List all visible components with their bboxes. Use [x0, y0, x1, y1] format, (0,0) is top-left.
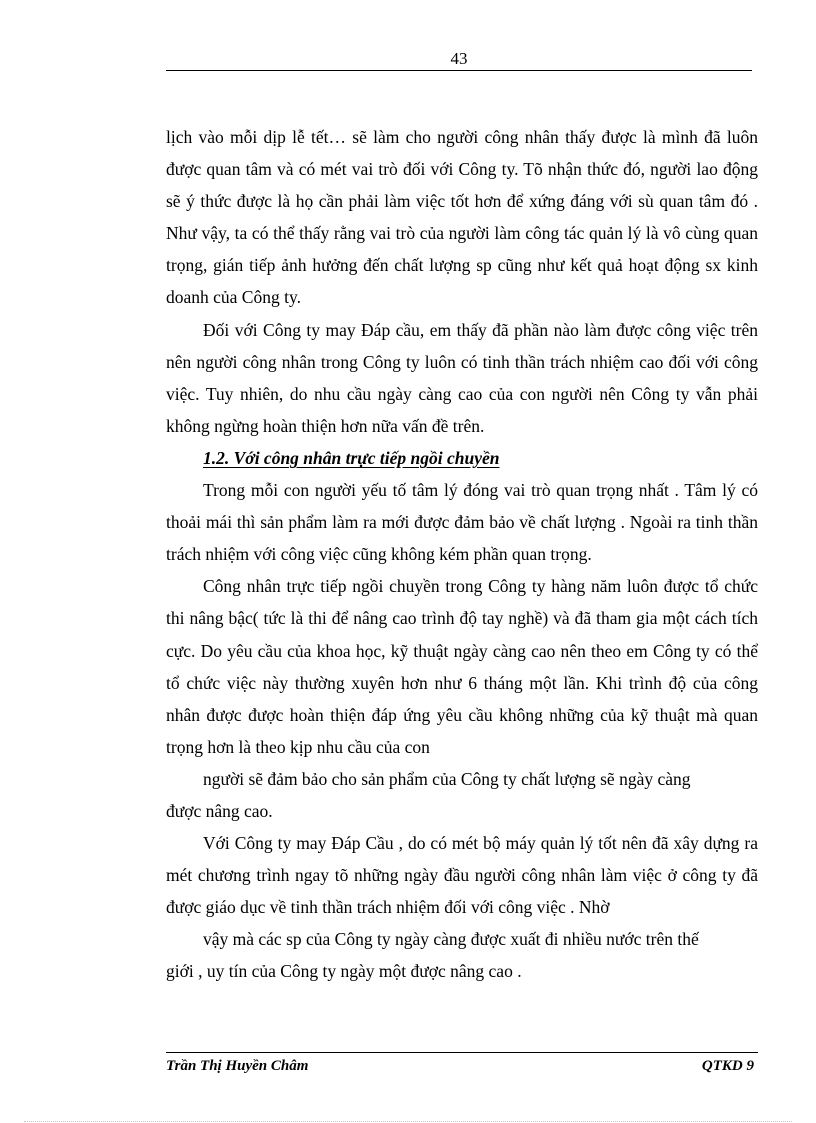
footer-class-code: QTKD 9 — [701, 1058, 754, 1074]
section-heading: 1.2. Với công nhân trực tiếp ngồi chuyền — [203, 447, 500, 468]
paragraph-quality-line2: được nâng cao. — [166, 800, 273, 821]
paragraph-skill-upgrade: Công nhân trực tiếp ngồi chuyền trong Công ty hàng năm luôn được tổ chức thi nâng bậc( tức là thi để nâng cao trình độ tay nghề) và đã tham gia một cách tích cực. Do yêu cầu của khoa học, kỹ thuật ngày càng cao nên theo em Công ty có thể tổ chức việc này thường xuyên hơn như 6 tháng một lần. Khi trình độ của công nhân được được hoàn thiện đáp ứng yêu cầu không những của kỹ thuật mà quan trọng hơn là theo kịp nhu cầu của con — [166, 576, 758, 757]
document-body — [166, 121, 758, 988]
paragraph-psychology: Trong mỗi con người yếu tố tâm lý đóng vai trò quan trọng nhất . Tâm lý có thoải mái thì sản phẩm làm ra mới được đảm bảo về chất lượng . Ngoài ra tinh thần trách nhiệm với công việc cũng không kém phần quan trọng. — [166, 480, 758, 565]
footer-divider — [166, 1052, 758, 1053]
header-divider — [166, 70, 752, 71]
footer-author: Trần Thị Huyền Châm — [166, 1058, 309, 1074]
paragraph-quality-line1: người sẽ đảm bảo cho sản phẩm của Công ty chất lượng sẽ ngày càng — [203, 768, 691, 789]
paragraph-export-line1: vậy mà các sp của Công ty ngày càng được xuất đi nhiều nước trên thế — [203, 929, 699, 950]
page-edge-divider — [24, 1121, 792, 1122]
page-number: 43 — [450, 49, 468, 68]
paragraph-management: Với Công ty may Đáp Cầu , do có mét bộ máy quản lý tốt nên đã xây dựng ra mét chương trình ngay tõ những ngày đầu người công nhân làm việc ở công ty đã được giáo dục về tinh thần trách nhiệm đối với công việc . Nhờ — [166, 833, 758, 918]
paragraph-dap-cau: Đối với Công ty may Đáp cầu, em thấy đã phần nào làm được công việc trên nên người công nhân trong Công ty luôn có tinh thần trách nhiệm cao đối với công việc. Tuy nhiên, do nhu cầu ngày càng cao của con người nên Công ty vẫn phải không ngừng hoàn thiện hơn nữa vấn đề trên. — [166, 319, 758, 436]
paragraph-continued: lịch vào mỗi dịp lễ tết… sẽ làm cho người công nhân thấy được là mình đã luôn được quan tâm và có mét vai trò đối với Công ty. Tõ nhận thức đó, người lao động sẽ ý thức được là họ cần phải làm việc tốt hơn để xứng đáng với sù quan tâm đó . Như vậy, ta có thể thấy rằng vai trò của người làm công tác quản lý là vô cùng quan trọng, gián tiếp ảnh hưởng đến chất lượng sp cũng như kết quả hoạt động sx kinh doanh của Công ty. — [166, 127, 758, 308]
paragraph-export-line2: giới , uy tín của Công ty ngày một được nâng cao . — [166, 961, 522, 982]
